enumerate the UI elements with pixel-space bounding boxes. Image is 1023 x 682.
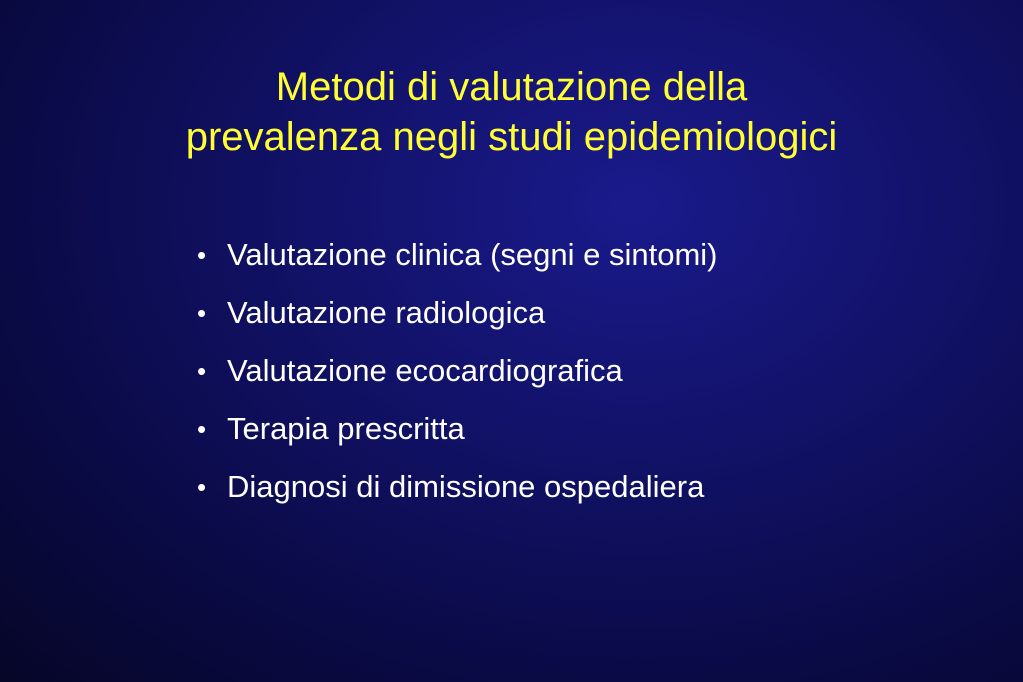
bullet-item [195,400,718,458]
bullet-icon: • [197,414,207,444]
title-line-2: prevalenza negli studi epidemiologici [185,115,838,159]
bullet-item [195,284,718,342]
bullet-icon: • [197,298,207,328]
bullet-list [195,226,718,516]
bullet-text: Valutazione ecocardiografica [227,353,623,388]
bullet-icon: • [197,472,207,502]
slide-title [0,62,1023,162]
title-line-1: Metodi di valutazione della [275,65,748,109]
bullet-icon: • [197,240,207,270]
bullet-text: Diagnosi di dimissione ospedaliera [227,469,705,504]
bullet-text: Valutazione radiologica [227,295,546,330]
bullet-item [195,342,718,400]
bullet-text: Terapia prescritta [227,411,465,446]
bullet-item [195,226,718,284]
bullet-icon: • [197,356,207,386]
bullet-text: Valutazione clinica (segni e sintomi) [227,237,718,272]
bullet-item [195,458,718,516]
